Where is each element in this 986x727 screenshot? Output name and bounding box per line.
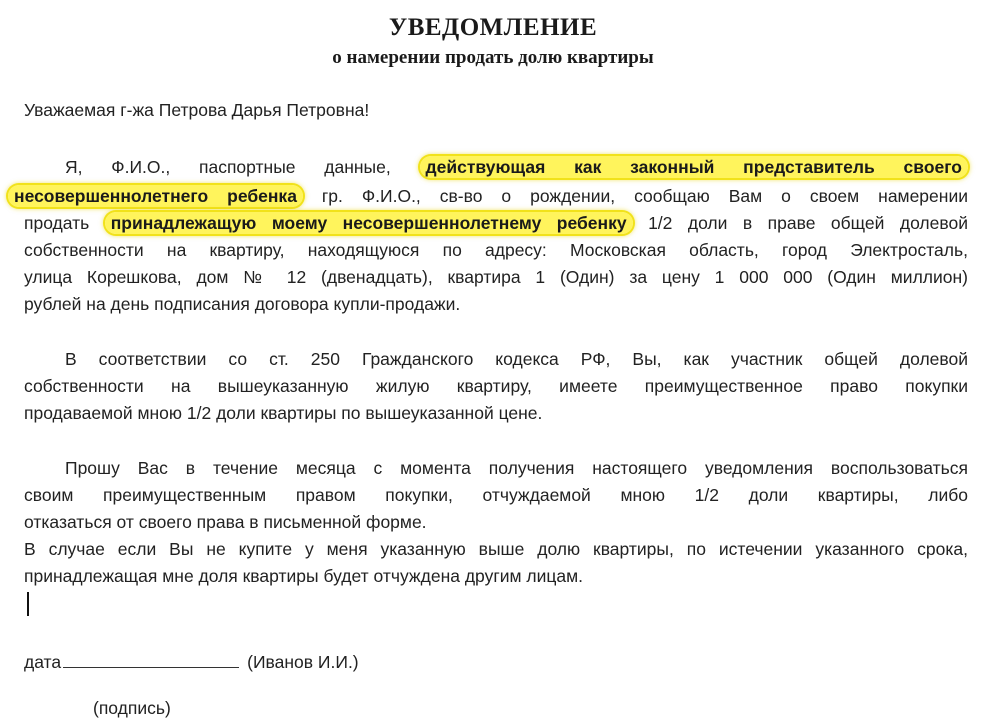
p1-line-4: собственности на квартиру, находящуюся по адресу: Московская область, город Электросталь, (24, 240, 968, 260)
document-subtitle: о намерении продать долю квартиры (332, 47, 654, 68)
text-cursor[interactable] (27, 592, 29, 616)
p3-line-3: отказаться от своего права в письменной форме. (24, 512, 427, 532)
p1-line-6: рублей на день подписания договора купли-продажи. (24, 294, 461, 314)
p2-line-3: продаваемой мною 1/2 доли квартиры по вышеуказанной цене. (24, 403, 543, 423)
signature-row (24, 650, 968, 674)
p1-line-3-post: 1/2 доли в праве общей долевой (648, 213, 968, 233)
date-label: дата (24, 652, 62, 672)
highlight-representative: действующая как законный представитель своего (420, 156, 968, 178)
p1-line-2 (8, 184, 968, 208)
p1-line-5: улица Корешкова, дом № 12 (двенадцать), квартира 1 (Один) за цену 1 000 000 (Один миллион) (24, 267, 968, 287)
p1-line-3 (24, 211, 968, 235)
signature-caption: (подпись) (93, 698, 171, 718)
p1-line-3-pre: продать (24, 213, 90, 233)
p1-line-2-text: гр. Ф.И.О., св-во о рождении, сообщаю Вам о своем намерении (321, 186, 968, 206)
salutation: Уважаемая г-жа Петрова Дарья Петровна! (24, 100, 370, 120)
document-title: УВЕДОМЛЕНИЕ (388, 14, 598, 41)
p2-line-1: В соответствии со ст. 250 Гражданского кодекса РФ, Вы, как участник общей долевой (65, 349, 968, 369)
highlight-minor-child: несовершеннолетнего ребенка (8, 185, 303, 207)
signature-line (63, 651, 239, 668)
p3-line-5: принадлежащая мне доля квартиры будет отчуждена другим лицам. (24, 566, 584, 586)
p3-line-2: своим преимущественным правом покупки, отчуждаемой мною 1/2 доли квартиры, либо (24, 485, 968, 505)
p1-line-1 (65, 155, 968, 179)
p3-line-1: Прошу Вас в течение месяца с момента получения настоящего уведомления воспользоваться (65, 458, 968, 478)
p1-line-1-text: Я, Ф.И.О., паспортные данные, (65, 157, 391, 177)
highlight-belonging-to-child: принадлежащую моему несовершеннолетнему ребенку (105, 212, 633, 234)
p2-line-2: собственности на вышеуказанную жилую квартиру, имеете преимущественное право покупки (24, 376, 968, 396)
signer-name: (Иванов И.И.) (247, 652, 359, 672)
p3-line-4: В случае если Вы не купите у меня указанную выше долю квартиры, по истечении указанного срока, (24, 539, 968, 559)
